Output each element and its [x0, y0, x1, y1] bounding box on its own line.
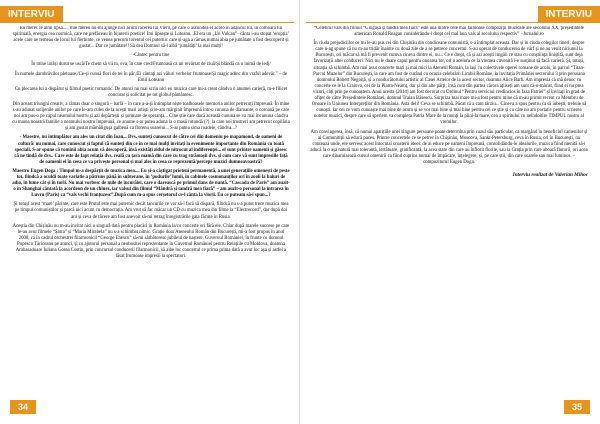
- right-article-text: [310, 26, 588, 398]
- paragraph: Din aceast triunghi creativ, a rămas doar o singură – barlă – în care a-a-și intimplat niște toalhoasele memoria anilor petrecuți împreună. În mine s-au adunat solijenile anilor pe care le-am cules de la acești mari artiști și le-am mărginit împreună într-o cununa de diamante, o coroană pe care noi am pus-o pe capul neamului nostru și azi depărtești și șomnare de speranța... Cine știe care dacă această cununa se va mai incununa cândva cu marea noastră familie a neamului nostru împreună, ce anume s-ar putea aduna la o masă rotundă (?), la care noi trustreri am petrecut copilăria și am gustat mămăligușa galbenă ca florenu soarelui... S-ar putea sima roadele, cândva...?: [12, 101, 290, 132]
- paragraph: Am convingerea, însă, că numai aparițiile unei singure persoane poate determina prin cazul său particular, ca margând în beneficiul camenilor și al Comunitiții să educă paces. Printre concertele ce se petrec în Chișinău, Moscova, Sankt-Petersburg, ceva în Rusia, ori în București, nu conteaza unde, ele servesc acest întocmai scoaterii ideei: de ai educe pe oameni împreună, consolidându-le idealurile, muzica fiind menită să-i aducă la o așa natură mai tolerantă, iertătoare, gratificantă, la acea stare din care au înflorit florile, sau la Grația prin care aboară fluturii, ori acea care dinamizează cursul omenirii ca fiind cuprins numai de împăcare, înțelegere, și, pe care știi, din care soarele sau mai luminos. – compozitorul Eugen Doga.: [310, 129, 588, 165]
- left-article-text: [12, 26, 290, 398]
- paragraph: În numele dumbrăvilor pletoase,/Ce-și cunuă flori de tei în păr,/Ei cântați azi văluri verbelor frumoase/Și magic adinc din vraful adevăr.” – de Emil Loteanu: [14, 71, 288, 83]
- paragraph: În ciuda prejudiciilor ce mi le-au pus cei din Chișinău din condiceane comunistă, s-a întimplat aceasta. Dar și în ciuda colegilor tineri, despre care n-ag spune că nu m-au tridăr înainte cu două zile de a se petrece concertul. S-au operat de conducerea de vârf și ne au venit niciunul la București, ori măcar să mă fi prevenit cumva cineva dintre ei, nu... Ce e drept, că și azi acești lingăii ce stau cu conștiința liniștită, sunt deja favorizații altei conduceri. Nici nu le doare capul pentru onoarea lor, ori a acelora ce la vremea cuvenită i-e susținut să facă carieră. Și, totuși, situația să schimbă. Am mai avut concerte mari și mai mici la Ateneul Român, la lași cu colectivele operei romane de acolo, în parcul “Titan-Parcul Muzelor” din București, la care am fost de curând cu ocazia celebrării Limbii Române, la invitația Primăriei sectorului 3 prin persoana domnului Robert Negoiță, și a conducătorului artistic al Casei Artelor de la acest sector, doamna Alice Barb. Am impresia că mă denoc cu concerte ce le la Craiova, cei de la Piatra-Neamț, dar și din alte părți; însă cum din partea cărora ațiiseți am sunt câ-u-mărist, fiind ei nu prea vizuri, câți prin pe cunoaștem. Anul acesta (2014) am fost decorat cu Ordinul “Pentru serviciul credincios în faza Patriei” și invitați în grad de ofițer de către Președintele Românei, domnul Traian Băsescu. Surpriza mai mare mi-a fost pentru mine că m-au primit recent ca Membru de Onoare în Uniunea Interpreților din România. Asta deli! Ceva se schimbă. Păcat că a cam târziu... Cineva a spus pentru ca să iubești, trebuie să cunoști. Iar cei ce vom cunoaște mai bine de acum și se vor mai bine și mai bine pentru cei ce știe și cu câte nu am portativ pentru scrierea notelor muzici, despre care să speriem va completa Patria Mare de la munți la plini-la mare, cea a spiritului cu neîndoitire TIMPUL nostru al vremilor.: [311, 41, 587, 126]
- header-rule: [306, 22, 600, 23]
- paragraph: Și totuși acest ‘mare’ părinte, care este Prutul este mai puternic decât tancurile ce vor să-i facă să dispară, fiindcă nu s-a putut trece muzica mea pe timpul comuniștilor și parcă nici acum cu democrația. Am vrut să fac măcar un CD cu muzica mea din filme la “Electrecord”, dar după doi ani și ceva de tăcere am fost anevoit să-mi retrag înregistrările gata făcute în Rusia.: [13, 202, 289, 220]
- author-signature: Interviu realizat de Valerian Mihoc: [512, 172, 588, 179]
- page-number-left: 34: [10, 400, 36, 414]
- right-page: [300, 0, 600, 424]
- paragraph: -Cântec pentru tine: [132, 53, 170, 59]
- paragraph: Cu plecarea lui a dispărut și filmul poetic romantic. De atunci nu mai scriu nici eu muzica care mi-a creat cândva o anumei carieră, m-e filicet concurat și solicitat pe tot globul pământesc.: [14, 86, 288, 98]
- paragraph: Eu merec le aimi lipsa..... mie mereu nu-mi ajunge nici acum răcerea lui Vieru, pe care o ascundea el acolo în adâncul lui, în comoara lui spirituală, energia cea cosmică, care ne prefăceau în bijuterii poetice! Imi lipsește și Loteanu...El era un „Un Vulcan”- cânta i-au stopat ‘erupția’ acele care ne temeau de locul lui fierbinte, ce venea precum torentul cel puternic care și-aga a rămas numai abia pe jumătate a fost descoperit și gustat... Dar ce jumătate!! Să dea Domnul să-l aibă ‘jumătăți’ la mai mulți!: [12, 26, 290, 50]
- paragraph: În mine iarăși durut se uscă/Te chem să vii tu, eva, în care cred/Frumoasă ca un revărsat de ziuă/Și blândă ca o inimă de iedj/: [31, 62, 271, 68]
- page-number-right: 35: [564, 400, 590, 414]
- section-label: INTERVIU: [538, 6, 600, 23]
- section-label: INTERVIU: [0, 6, 63, 23]
- interview-question: Maestro Eugen Doga : Timpul m-a despărțit de muzica mea.... Eu și-a câștigat prieteni permanentă, a unei generațiile omenești de peste tot, fiindcă a oculdi toate variatie a pătruns până în subterane, în ‘podurile’ lumii, în cabinele cosmonauților ori în zooli la baluri de adio, în lume cât și în turli. Nu mai vorbesc de mile de încurăiei, care o darească pe primul dans de nuntă. “Cascada de Paris” am auzit-o în Shanghai cântată la acordeon de un chinez, iar valsul din filmul “Mândră și tandră mea fiară” – am auzit-o personal la intrarea în Luvru (Paris) ca “vals vechi franțuzesc”.După cum m-a spus cerșetorul ce-l cânta la viorii. Eu ce puteam să-i spun...?: [12, 168, 290, 199]
- header-rule: [0, 22, 294, 23]
- interview-question: - Maestre, nu întimplător am ales un citat din Ioan... Dvs. sunteți cunoscut de către cei din domeniu pe mapamond, de oameni de cultură/ nu numai, care cunoscut și faptul că sunteți din ce în ce mai mulți invitați la evenimente importante din România cu toată speciali. S-ar spune că romînii abia acum vă descoperă, însă existăți zidul de nitrocut al indiferenței... el sunt printre oamenii și găsesc că ne tindă de dvs.. Care este de fapt relația dvs. reală cu țara mamă din care cu trag strămoșii dvs. și cum care vă sunt impresiile față de oamenii ei în ceea ce va privește personal și mai ales în ceea ce reprezentă/percepe muzici dumneavoastră?: [14, 135, 288, 165]
- paragraph: “Celebrul vals din filmul “Gingașă și tandră mea fiară” este una dintre cele mai faimoase compoziții muzicale ale secolului XX, președintele american Ronald Reagan considerându-l drept cel mai bun vals al secolului respectiv” –Jurnalul.ro: [314, 26, 584, 38]
- paragraph: Aceștia din Chișinău nu m-au invitat nici o singură dată pentru placări în România la/cu concerte ori fără ele. Chiar după marele succese pe care le-au avut filmele “Șatra” și “Maria Mirabela” nu s-a schimbat nimic. Grație doar Ateneului Român din București, mi-a fost propus în anul 2008, ca în cadrul orchestrei filarmonicii “George Enescu” să-mi sărbătoresc jubileul de naștere. Guvernul României, în frunte cu domnul Popescu Tăriceanu pe atunci, și cu ajutorul personal a neobositei reprezentante în Guvernul României pentru Relațiile cu Moldova, doamna Ambasadoare Iuliana Gorea Costin, prin concursul conducerii filarmonicii, să aibe loc concertul ce prima prima dată a avut loc așa și astfel a lăsat frumoase impresii la spectatori.: [12, 223, 290, 260]
